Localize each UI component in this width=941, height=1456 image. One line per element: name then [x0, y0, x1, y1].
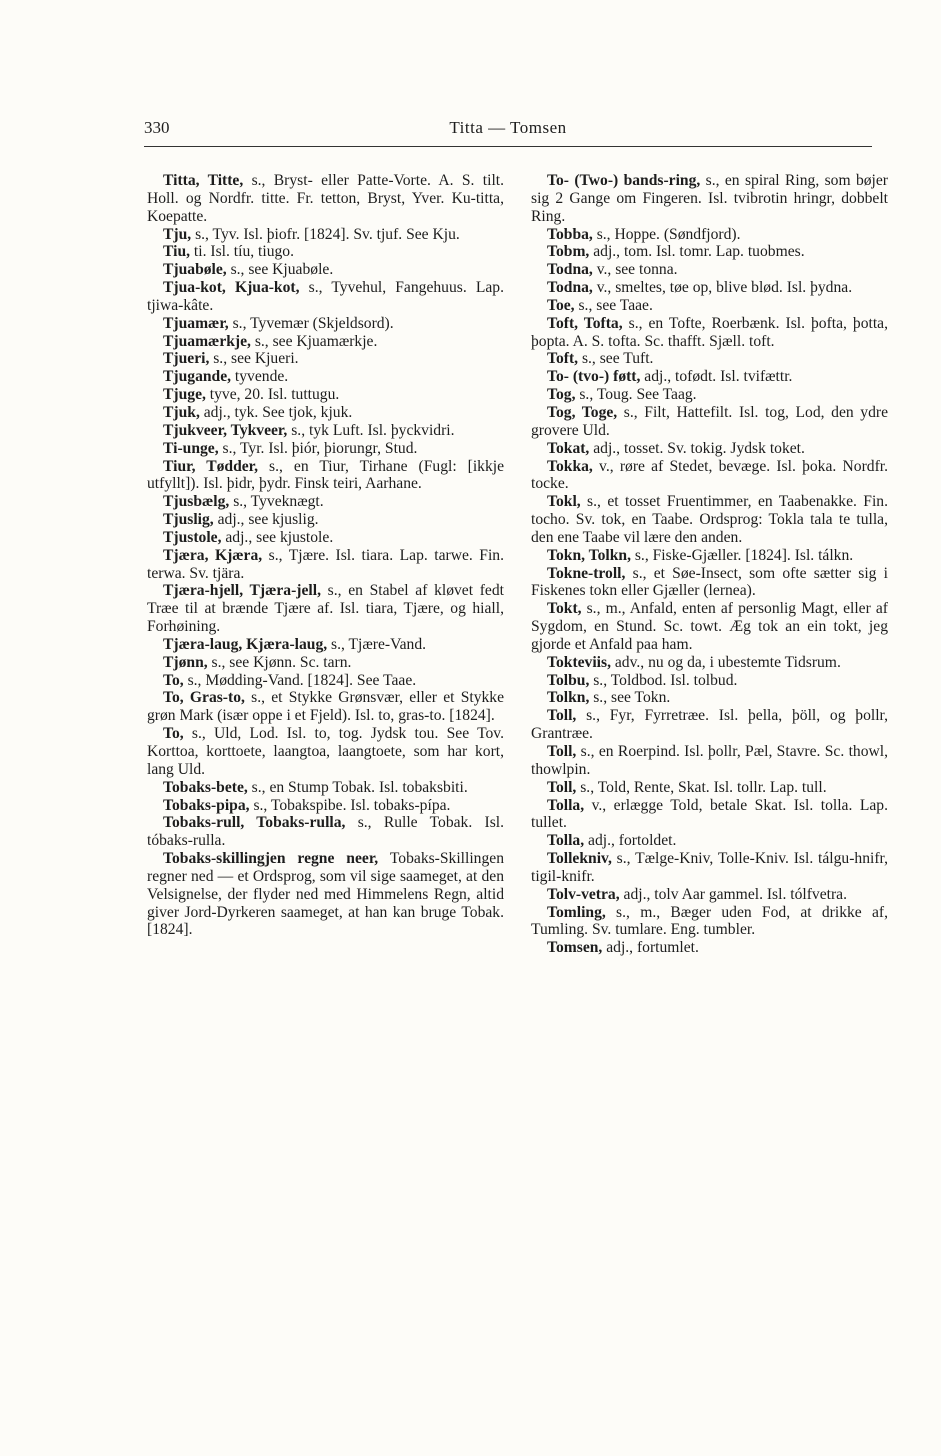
entry-definition: s., see Tuft. [578, 350, 654, 368]
entry-headword: To, [163, 725, 184, 743]
entry-headword: Tjukveer, Tykveer, [163, 421, 288, 439]
entry-definition: s., Rulle Tobak. Isl. tóbaks-rulla. [147, 814, 504, 850]
dictionary-entry [531, 315, 888, 351]
dictionary-entry [147, 850, 504, 939]
entry-headword: To, Gras-to, [163, 689, 245, 707]
entry-headword: To- (Two-) bands-ring, [547, 172, 701, 189]
entry-definition: ti. Isl. tíu, tiugo. [190, 243, 294, 261]
page-number: 330 [144, 118, 170, 137]
entry-definition: s., en Stabel af kløvet fedt Træe til at brænde Tjære af. Isl. tiara, Tjære, og hiall, Forhøining. [147, 582, 504, 636]
entry-definition: s., Bryst- eller Patte-Vorte. A. S. tilt. Holl. og Nordfr. titte. Fr. tetton, Bryst, Yver. Ku-titta, Koepatte. [147, 172, 505, 225]
entry-headword: Tjua-kot, Kjua-kot, [163, 279, 300, 297]
entry-definition: s., see Kjønn. Sc. tarn. [207, 653, 352, 671]
entry-definition: adj., fortoldet. [584, 832, 677, 850]
entry-definition: s., Tyvehul, Fangehuus. Lap. tjiwa-kâte. [147, 279, 504, 314]
dictionary-entry [531, 939, 888, 957]
dictionary-entry [147, 511, 504, 529]
entry-headword: Tjustole, [163, 528, 222, 546]
dictionary-entry [531, 779, 888, 797]
dictionary-entry [147, 797, 504, 815]
entry-headword: Tjusbælg, [163, 493, 230, 511]
dictionary-entry [531, 565, 888, 601]
entry-definition: s., tyk Luft. Isl. þyckvidri. [287, 421, 455, 439]
dictionary-entry [531, 832, 888, 850]
entry-headword: Tjønn, [163, 653, 208, 671]
entry-headword: Tjugande, [163, 368, 232, 386]
entry-headword: Tolla, [547, 796, 585, 814]
entry-headword: Tjuabøle, [163, 261, 227, 279]
entry-headword: Tjuslig, [163, 511, 214, 529]
entry-headword: Tolla, [547, 832, 585, 850]
entry-headword: To, [163, 671, 184, 689]
entry-headword: Tokne-troll, [547, 564, 626, 582]
dictionary-entry [531, 689, 888, 707]
dictionary-entry [531, 904, 888, 940]
dictionary-entry [531, 458, 888, 494]
entry-definition: s., Mødding-Vand. [1824]. See Taae. [183, 671, 417, 689]
entry-headword: Tog, Toge, [547, 403, 618, 421]
entry-headword: Tokn, Tolkn, [547, 546, 631, 564]
page-header [144, 116, 872, 140]
dictionary-entry [531, 440, 888, 458]
entry-headword: Tiur, Tødder, [163, 457, 259, 475]
entry-headword: Tomling, [547, 903, 606, 921]
entry-headword: Tolbu, [547, 671, 590, 689]
entry-headword: Toll, [547, 743, 577, 760]
dictionary-entry [531, 261, 888, 279]
entry-definition: s., Tobakspibe. Isl. tobaks-pípa. [249, 796, 451, 814]
entry-definition: s., see Kjueri. [209, 350, 299, 368]
entry-definition: s., Tjære. Isl. tiara. Lap. tarwe. Fin. terwa. Sv. tjära. [147, 546, 504, 582]
dictionary-entry [531, 600, 888, 654]
entry-headword: Todna, [547, 261, 593, 279]
dictionary-entry [147, 779, 504, 797]
entry-headword: Tobaks-skillingjen regne neer, [163, 850, 379, 868]
entry-headword: Tokteviis, [547, 653, 611, 671]
dictionary-entry [531, 368, 888, 386]
entry-definition: s., en Tiur, Tirhane (Fugl: [ikkje utfyllt]). Isl. þidr, þydr. Finsk teiri, Aarhane. [147, 457, 505, 493]
entry-definition: s., Tyvemær (Skjeldsord). [228, 314, 394, 332]
entry-definition: s., Tyr. Isl. þiór, þiorungr, Stud. [218, 439, 418, 457]
entry-definition: s., Tælge-Kniv, Tolle-Kniv. Isl. tálgu-hnifr, tigil-knifr. [531, 850, 888, 885]
entry-definition: v., smeltes, tøe op, blive blød. Isl. þydna. [592, 279, 853, 297]
entry-headword: Toft, [547, 350, 579, 368]
entry-headword: Tolv-vetra, [547, 885, 620, 903]
dictionary-entry [147, 226, 504, 244]
entry-definition: s., see Taae. [574, 296, 653, 314]
dictionary-entry [147, 440, 504, 458]
entry-headword: Toll, [547, 778, 577, 796]
dictionary-entry [147, 654, 504, 672]
header-rule [144, 146, 872, 147]
dictionary-entry [531, 672, 888, 690]
entry-definition: adj., see kjustole. [221, 528, 334, 546]
entry-headword: Tjæra-laug, Kjæra-laug, [163, 635, 328, 653]
dictionary-entry [531, 493, 888, 547]
dictionary-entry [147, 333, 504, 351]
dictionary-entry [147, 458, 504, 494]
entry-definition: s., Toug. See Taag. [575, 386, 697, 404]
dictionary-entry [531, 654, 888, 672]
dictionary-entry [531, 226, 888, 244]
entry-definition: s., Hoppe. (Søndfjord). [592, 225, 741, 243]
entry-headword: Tobm, [547, 243, 590, 261]
entry-headword: Toe, [547, 296, 575, 314]
dictionary-entry [147, 404, 504, 422]
left-column [147, 172, 504, 939]
dictionary-entry [531, 243, 888, 261]
entry-definition: s., en Tofte, Roerbænk. Isl. þofta, þotta, þopta. A. S. tofta. Sc. thafft. Sjæll. toft. [531, 314, 889, 350]
dictionary-entry [147, 243, 504, 261]
entry-definition: s., et Søe-Insect, som ofte sætter sig i Fiskenes tokn eller Gjæller (lernea). [531, 564, 888, 600]
entry-definition: s., Tyv. Isl. þiofr. [1824]. Sv. tjuf. See Kju. [191, 225, 460, 243]
entry-headword: Tokt, [547, 600, 582, 618]
entry-definition: adj., see kjuslig. [213, 511, 319, 529]
entry-headword: Tokl, [547, 493, 581, 511]
entry-headword: Tollekniv, [547, 850, 612, 868]
entry-headword: Tiu, [163, 243, 191, 261]
entry-definition: adj., fortumlet. [602, 939, 699, 957]
entry-headword: Titta, Titte, [163, 172, 244, 189]
dictionary-entry [147, 386, 504, 404]
dictionary-entry [147, 725, 504, 779]
entry-definition: s., m., Bæger uden Fod, at drikke af, Tumling. Sv. tumlare. Eng. tumbler. [531, 903, 888, 939]
entry-headword: Tju, [163, 225, 192, 243]
dictionary-entry [531, 850, 888, 886]
entry-headword: Tog, [547, 386, 576, 404]
dictionary-entry [531, 172, 888, 226]
entry-definition: s., m., Anfald, enten af personlig Magt, eller af Sygdom, en Stund. Sc. towt. Æg tok an ein tokt, jeg gjorde et Anfald paa ham. [531, 600, 888, 653]
entry-definition: adj., tom. Isl. tomr. Lap. tuobmes. [589, 243, 805, 261]
entry-definition: adj., tosset. Sv. tokig. Jydsk toket. [589, 439, 805, 457]
entry-headword: To- (tvo-) føtt, [547, 368, 641, 386]
entry-definition: adj., tolv Aar gammel. Isl. tólfvetra. [619, 885, 847, 903]
entry-headword: Tomsen, [547, 939, 603, 957]
entry-headword: Tjæra-hjell, Tjæra-jell, [163, 582, 321, 600]
entry-headword: Tjuge, [163, 386, 206, 404]
dictionary-entry [147, 261, 504, 279]
entry-headword: Tolkn, [547, 689, 590, 707]
entry-headword: Tjæra, Kjæra, [163, 546, 263, 564]
entry-definition: s., Filt, Hattefilt. Isl. tog, Lod, den ydre grovere Uld. [531, 403, 888, 439]
entry-definition: s., Tjære-Vand. [327, 635, 427, 653]
entry-headword: Todna, [547, 279, 593, 297]
entry-definition: s., Told, Rente, Skat. Isl. tollr. Lap. tull. [576, 778, 827, 796]
entry-headword: Toll, [547, 707, 577, 725]
dictionary-entry [531, 547, 888, 565]
right-column [531, 172, 888, 957]
entry-definition: s., Fiske-Gjæller. [1824]. Isl. tálkn. [630, 546, 854, 564]
dictionary-entry [147, 814, 504, 850]
entry-definition: tyvende. [231, 368, 289, 386]
entry-headword: Tokka, [547, 457, 593, 475]
dictionary-entry [531, 743, 888, 779]
entry-definition: s., en spiral Ring, som bøjer sig 2 Gange om Fingeren. Isl. tvibrotin hringr, dobbelt Ring. [531, 172, 888, 225]
entry-definition: v., erlægge Told, betale Skat. Isl. tolla. Lap. tullet. [531, 796, 888, 832]
dictionary-entry [147, 493, 504, 511]
dictionary-entry [531, 386, 888, 404]
dictionary-entry [147, 689, 504, 725]
entry-definition: adj., tyk. See tjok, kjuk. [199, 403, 353, 421]
dictionary-entry [147, 368, 504, 386]
running-title: Titta — Tomsen [449, 118, 567, 137]
entry-headword: Toft, Tofta, [547, 314, 623, 332]
entry-headword: Tjuk, [163, 403, 200, 421]
dictionary-entry [531, 297, 888, 315]
dictionary-entry [147, 315, 504, 333]
entry-definition: adv., nu og da, i ubestemte Tidsrum. [610, 653, 841, 671]
entry-definition: s., Uld, Lod. Isl. to, tog. Jydsk tou. See Tov. Korttoa, korttoete, laangtoa, laangtoete, som har kort, lang Uld. [147, 725, 504, 778]
entry-definition: s., et Stykke Grønsvær, eller et Stykke grøn Mark (især oppe i et Fjeld). Isl. to, gras-to. [1824]. [147, 689, 505, 725]
entry-headword: Tobaks-pipa, [163, 796, 250, 814]
dictionary-entry [147, 547, 504, 583]
dictionary-entry [147, 636, 504, 654]
entry-headword: Tobba, [547, 225, 593, 243]
entry-definition: s., see Kjuabøle. [226, 261, 334, 279]
entry-definition: s., Fyr, Fyrretræe. Isl. þella, þöll, og þollr, Grantræe. [531, 707, 888, 743]
dictionary-entry [531, 797, 888, 833]
entry-definition: s., see Tokn. [589, 689, 671, 707]
entry-definition: v., røre af Stedet, bevæge. Isl. þoka. Nordfr. tocke. [531, 457, 888, 493]
entry-definition: adj., tofødt. Isl. tvifættr. [640, 368, 793, 386]
entry-definition: s., en Stump Tobak. Isl. tobaksbiti. [247, 778, 468, 796]
dictionary-entry [147, 672, 504, 690]
entry-definition: Tobaks-Skillingen regner ned — et Ordsprog, som vil sige saameget, at den Velsignelse, der flyder ned med Himmelens Regn, altid giver Jord-Dyrkeren saameget, at han kan bruge Tobak. [1824]. [147, 850, 504, 939]
entry-headword: Tjuamær, [163, 314, 229, 332]
dictionary-entry [531, 279, 888, 297]
entry-headword: Tobaks-rull, Tobaks-rulla, [163, 814, 346, 832]
dictionary-entry [531, 404, 888, 440]
dictionary-entry [147, 529, 504, 547]
dictionary-entry [147, 172, 504, 226]
entry-definition: tyve, 20. Isl. tuttugu. [205, 386, 340, 404]
dictionary-entry [147, 350, 504, 368]
entry-headword: Ti-unge, [163, 439, 219, 457]
dictionary-entry [147, 279, 504, 315]
entry-definition: s., Tyveknægt. [229, 493, 324, 511]
entry-headword: Tjueri, [163, 350, 210, 368]
entry-definition: s., Toldbod. Isl. tolbud. [589, 671, 738, 689]
entry-definition: v., see tonna. [592, 261, 678, 279]
dictionary-entry [531, 350, 888, 368]
dictionary-entry [147, 422, 504, 440]
dictionary-entry [147, 582, 504, 636]
dictionary-entry [531, 707, 888, 743]
entry-headword: Tjuamærkje, [163, 332, 251, 350]
entry-headword: Tokat, [547, 439, 590, 457]
dictionary-entry [531, 886, 888, 904]
entry-definition: s., en Roerpind. Isl. þollr, Pæl, Stavre. Sc. thowl, thowlpin. [531, 743, 888, 778]
entry-definition: s., et tosset Fruentimmer, en Taabenakke. Fin. tocho. Sv. tok, en Taabe. Ordsprog: Tokla tala te tulla, den ene Taabe vil lære den anden. [531, 493, 888, 546]
entry-definition: s., see Kjuamærkje. [250, 332, 378, 350]
entry-headword: Tobaks-bete, [163, 778, 248, 796]
